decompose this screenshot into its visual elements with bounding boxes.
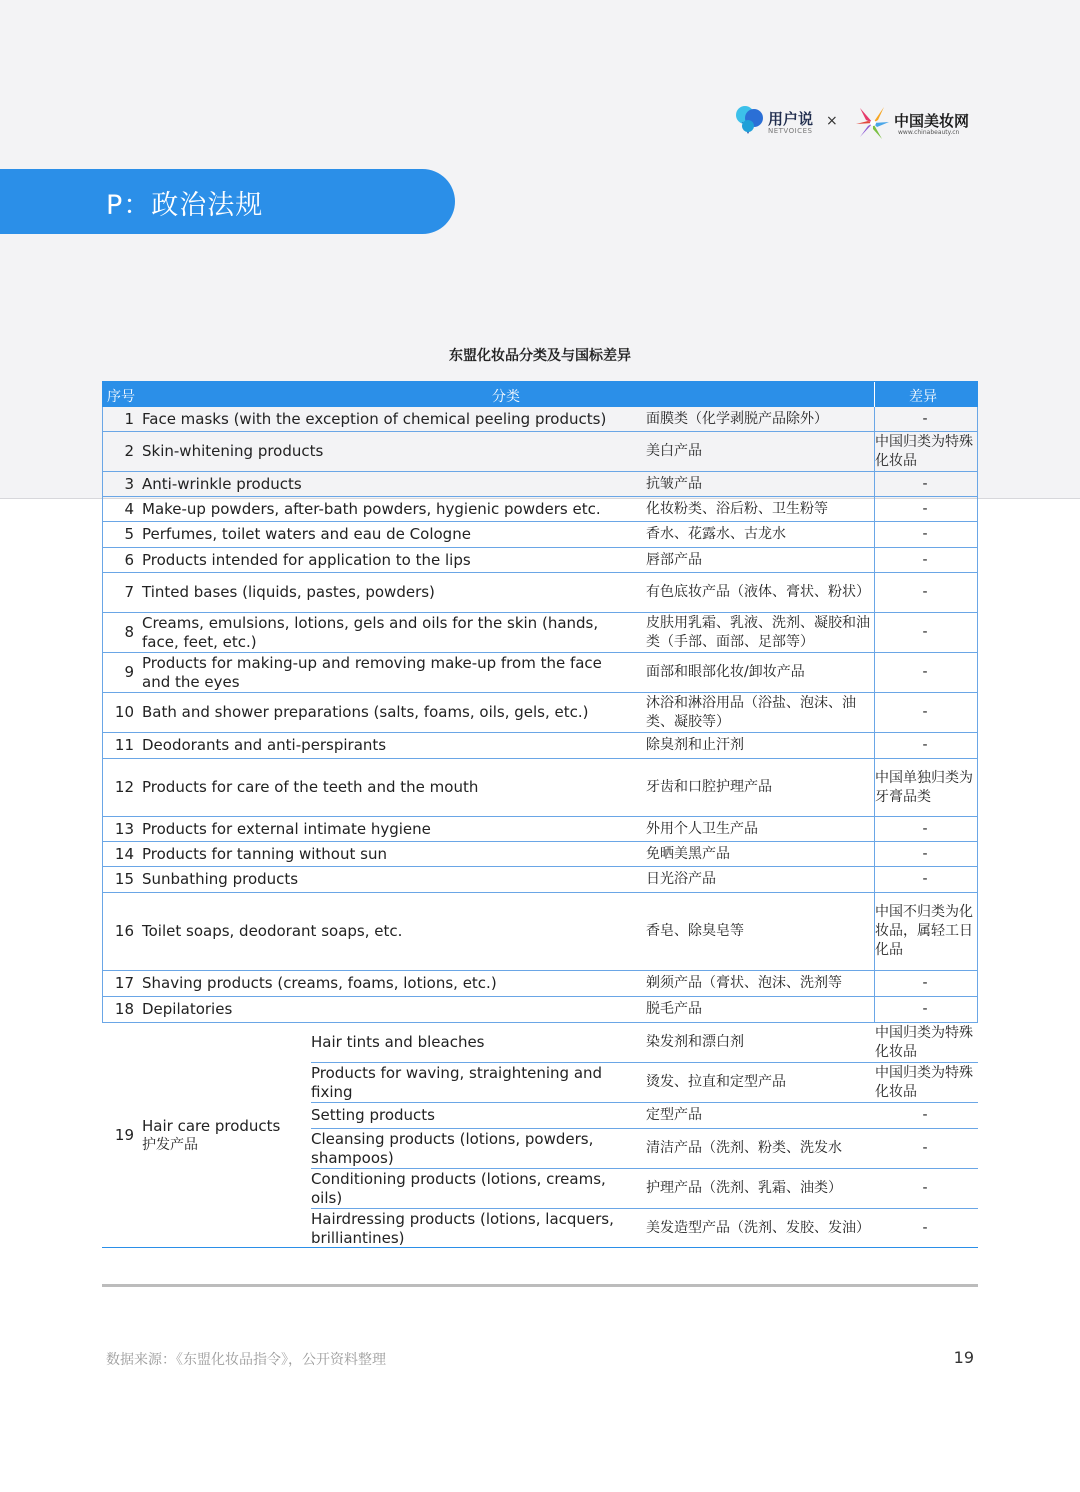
chinabeauty-logo-subtext: www.chinabeauty.cn bbox=[898, 129, 960, 136]
row-category-en: Tinted bases (liquids, pastes, powders) bbox=[142, 583, 435, 601]
header-divider bbox=[874, 382, 875, 408]
row-category-cn: 有色底妆产品（液体、膏状、粉状） bbox=[646, 584, 870, 600]
table-row bbox=[102, 497, 978, 522]
table-row bbox=[102, 893, 978, 971]
row-index: 10 bbox=[114, 703, 134, 721]
page-number: 19 bbox=[953, 1348, 974, 1367]
row-category-cn: 脱毛产品 bbox=[646, 1001, 702, 1017]
row-index: 9 bbox=[124, 663, 134, 681]
subrow-difference: - bbox=[922, 1107, 928, 1123]
row-difference: 中国不归类为化妆品，属轻工日化品 bbox=[875, 904, 973, 958]
row-index: 17 bbox=[114, 974, 134, 992]
subrow-category-cn: 定型产品 bbox=[646, 1107, 702, 1123]
row-category-en: Anti-wrinkle products bbox=[142, 474, 302, 493]
row-category-cn: 美白产品 bbox=[646, 443, 702, 459]
table-row bbox=[102, 407, 978, 432]
row-index: 16 bbox=[114, 922, 134, 940]
subrow-category-cn: 染发剂和漂白剂 bbox=[646, 1034, 744, 1050]
row-difference: - bbox=[922, 584, 928, 600]
subrow-category-cn: 护理产品（洗剂、乳霜、油类） bbox=[646, 1180, 842, 1196]
row-difference: - bbox=[922, 410, 928, 427]
row-border-right bbox=[977, 759, 978, 816]
table-subrow bbox=[311, 1023, 978, 1063]
table-row bbox=[102, 733, 978, 759]
section-banner bbox=[0, 169, 455, 234]
row-category-cn: 剃须产品（膏状、泡沫、洗剂等 bbox=[646, 975, 842, 991]
row-border-right bbox=[977, 432, 978, 471]
subrow-category-en: Setting products bbox=[311, 1106, 435, 1124]
row-category-en: Skin-whitening products bbox=[142, 442, 324, 460]
row-category-en: Deodorants and anti-perspirants bbox=[142, 736, 387, 754]
row-border-right bbox=[977, 548, 978, 572]
row-category-cn: 抗皱产品 bbox=[646, 475, 702, 492]
row-border-right bbox=[977, 522, 978, 547]
row-border-right bbox=[977, 407, 978, 431]
group-label-en: Hair care products bbox=[142, 1116, 281, 1135]
row-category-en: Depilatories bbox=[142, 1000, 233, 1018]
row-category-cn: 沐浴和淋浴用品（浴盐、泡沫、油类、凝胶等） bbox=[646, 694, 856, 730]
row-difference: - bbox=[922, 820, 928, 837]
table-row bbox=[102, 867, 978, 893]
row-category-en: Make-up powders, after-bath powders, hygienic powders etc. bbox=[142, 499, 601, 518]
row-difference: - bbox=[922, 737, 928, 753]
table-header bbox=[102, 381, 978, 407]
table-row bbox=[102, 573, 978, 613]
subrow-difference: - bbox=[922, 1220, 928, 1236]
table-subrow bbox=[311, 1129, 978, 1169]
row-category-en: Shaving products (creams, foams, lotions, etc.) bbox=[142, 974, 497, 992]
table-row-group-hair-care bbox=[102, 1023, 978, 1248]
table-row bbox=[102, 432, 978, 472]
footer-divider bbox=[102, 1284, 978, 1287]
row-difference: - bbox=[922, 871, 928, 887]
subrow-category-cn: 美发造型产品（洗剂、发胶、发油） bbox=[646, 1220, 870, 1236]
subrow-category-en: Conditioning products (lotions, creams, oils) bbox=[311, 1169, 606, 1207]
row-difference: 中国归类为特殊化妆品 bbox=[875, 433, 973, 469]
header-category: 分类 bbox=[492, 389, 520, 405]
subrow-category-en: Products for waving, straightening and fixing bbox=[311, 1063, 603, 1101]
netvoices-logo-text: 用户说 bbox=[768, 110, 814, 128]
table-title: 东盟化妆品分类及与国标差异 bbox=[449, 348, 631, 364]
table-subrow bbox=[311, 1063, 978, 1103]
row-category-cn: 化妆粉类、浴后粉、卫生粉等 bbox=[646, 500, 828, 517]
chinabeauty-logo-text: 中国美妆网 bbox=[894, 112, 970, 130]
row-category-cn: 日光浴产品 bbox=[646, 871, 716, 887]
row-index: 3 bbox=[124, 474, 134, 493]
row-category-cn: 免晒美黑产品 bbox=[646, 845, 730, 862]
subrow-category-cn: 烫发、拉直和定型产品 bbox=[646, 1074, 786, 1090]
row-index: 13 bbox=[114, 819, 134, 838]
row-index: 8 bbox=[124, 623, 134, 641]
subrow-difference: 中国归类为特殊化妆品 bbox=[875, 1064, 973, 1100]
row-category-en: Face masks (with the exception of chemical peeling products) bbox=[142, 409, 607, 428]
group-label bbox=[142, 1023, 302, 1248]
row-difference: - bbox=[922, 1001, 928, 1017]
row-category-en: Products for tanning without sun bbox=[142, 844, 387, 863]
row-category-cn: 面部和眼部化妆/卸妆产品 bbox=[646, 664, 805, 680]
subrow-difference: - bbox=[922, 1140, 928, 1156]
row-index: 15 bbox=[114, 870, 134, 888]
row-index: 12 bbox=[114, 778, 134, 796]
row-difference: - bbox=[922, 624, 928, 640]
subrow-difference: - bbox=[922, 1180, 928, 1196]
row-category-cn: 香水、花露水、古龙水 bbox=[646, 526, 786, 542]
row-difference: - bbox=[922, 551, 928, 568]
row-category-en: Products for external intimate hygiene bbox=[142, 819, 431, 838]
table-row bbox=[102, 548, 978, 573]
row-category-cn: 香皂、除臭皂等 bbox=[646, 923, 744, 939]
row-border-right bbox=[977, 971, 978, 996]
subrow-category-en: Hairdressing products (lotions, lacquers, brilliantines) bbox=[311, 1209, 614, 1247]
row-index: 5 bbox=[124, 525, 134, 543]
row-difference: - bbox=[922, 526, 928, 542]
table-row bbox=[102, 997, 978, 1023]
data-source: 数据来源：《东盟化妆品指令》，公开资料整理 bbox=[106, 1352, 386, 1368]
table-row bbox=[102, 693, 978, 733]
row-difference: - bbox=[922, 704, 928, 720]
row-index: 4 bbox=[124, 499, 134, 518]
table-row bbox=[102, 759, 978, 817]
row-border-right bbox=[977, 472, 978, 496]
row-category-en: Products intended for application to the lips bbox=[142, 550, 471, 569]
row-category-cn: 牙齿和口腔护理产品 bbox=[646, 779, 772, 795]
chinabeauty-logo bbox=[854, 104, 980, 142]
netvoices-logo bbox=[734, 104, 824, 140]
row-category-en: Toilet soaps, deodorant soaps, etc. bbox=[142, 922, 403, 940]
row-category-en: Sunbathing products bbox=[142, 870, 299, 888]
row-category-cn: 皮肤用乳霜、乳液、洗剂、凝胶和油类（手部、面部、足部等） bbox=[646, 614, 870, 650]
table-subrow bbox=[311, 1209, 978, 1248]
table-row bbox=[102, 613, 978, 653]
row-border-right bbox=[977, 893, 978, 970]
table-row bbox=[102, 842, 978, 867]
row-category-cn: 除臭剂和止汗剂 bbox=[646, 737, 744, 753]
row-category-cn: 面膜类（化学剥脱产品除外） bbox=[646, 410, 828, 427]
row-index: 6 bbox=[124, 550, 134, 569]
row-index: 7 bbox=[124, 583, 134, 601]
table-row bbox=[102, 971, 978, 997]
row-category-en: Products for making-up and removing make-up from the face and the eyes bbox=[142, 653, 602, 691]
subrow-category-en: Cleansing products (lotions, powders, shampoos) bbox=[311, 1129, 594, 1167]
row-index: 11 bbox=[114, 736, 134, 754]
row-difference: - bbox=[922, 664, 928, 680]
row-border-right bbox=[977, 653, 978, 692]
table-subrow bbox=[311, 1103, 978, 1129]
table-row bbox=[102, 472, 978, 497]
table-row bbox=[102, 653, 978, 693]
row-difference: - bbox=[922, 845, 928, 862]
classification-table bbox=[102, 381, 978, 1248]
header-index: 序号 bbox=[107, 389, 135, 405]
subrow-category-en: Hair tints and bleaches bbox=[311, 1033, 485, 1051]
row-difference: - bbox=[922, 475, 928, 492]
row-index: 2 bbox=[124, 442, 134, 460]
row-category-en: Perfumes, toilet waters and eau de Cologne bbox=[142, 525, 471, 543]
header-difference: 差异 bbox=[909, 389, 937, 405]
row-border-right bbox=[977, 613, 978, 652]
row-category-en: Products for care of the teeth and the mouth bbox=[142, 778, 479, 796]
row-category-en: Bath and shower preparations (salts, foams, oils, gels, etc.) bbox=[142, 703, 589, 721]
row-category-en: Creams, emulsions, lotions, gels and oils for the skin (hands, face, feet, etc.) bbox=[142, 613, 599, 651]
row-category-cn: 唇部产品 bbox=[646, 551, 702, 568]
row-border-right bbox=[977, 842, 978, 866]
logo-separator: × bbox=[826, 113, 838, 129]
row-index: 14 bbox=[114, 844, 134, 863]
subrow-category-cn: 清洁产品（洗剂、粉类、洗发水 bbox=[646, 1140, 842, 1156]
row-border-right bbox=[977, 817, 978, 841]
row-difference: 中国单独归类为牙膏品类 bbox=[875, 769, 973, 805]
row-index: 18 bbox=[114, 1000, 134, 1018]
row-border-right bbox=[977, 573, 978, 612]
row-border-right bbox=[977, 733, 978, 758]
table-body bbox=[102, 407, 978, 1023]
row-index: 1 bbox=[124, 409, 134, 428]
chinabeauty-logo-icon bbox=[854, 104, 892, 142]
table-subrow bbox=[311, 1169, 978, 1209]
row-category-cn: 外用个人卫生产品 bbox=[646, 820, 758, 837]
netvoices-logo-subtext: NETVOICES bbox=[768, 127, 813, 135]
section-title: P：政治法规 bbox=[106, 190, 264, 221]
subrow-difference: 中国归类为特殊化妆品 bbox=[875, 1024, 973, 1060]
row-index: 19 bbox=[114, 1126, 134, 1144]
netvoices-logo-icon bbox=[734, 104, 766, 138]
row-border-right bbox=[977, 997, 978, 1022]
table-row bbox=[102, 817, 978, 842]
row-border-right bbox=[977, 693, 978, 732]
row-border-right bbox=[977, 867, 978, 892]
row-difference: - bbox=[922, 500, 928, 517]
row-difference: - bbox=[922, 975, 928, 991]
table-row bbox=[102, 522, 978, 548]
row-border-right bbox=[977, 497, 978, 521]
group-label-cn: 护发产品 bbox=[142, 1136, 198, 1153]
